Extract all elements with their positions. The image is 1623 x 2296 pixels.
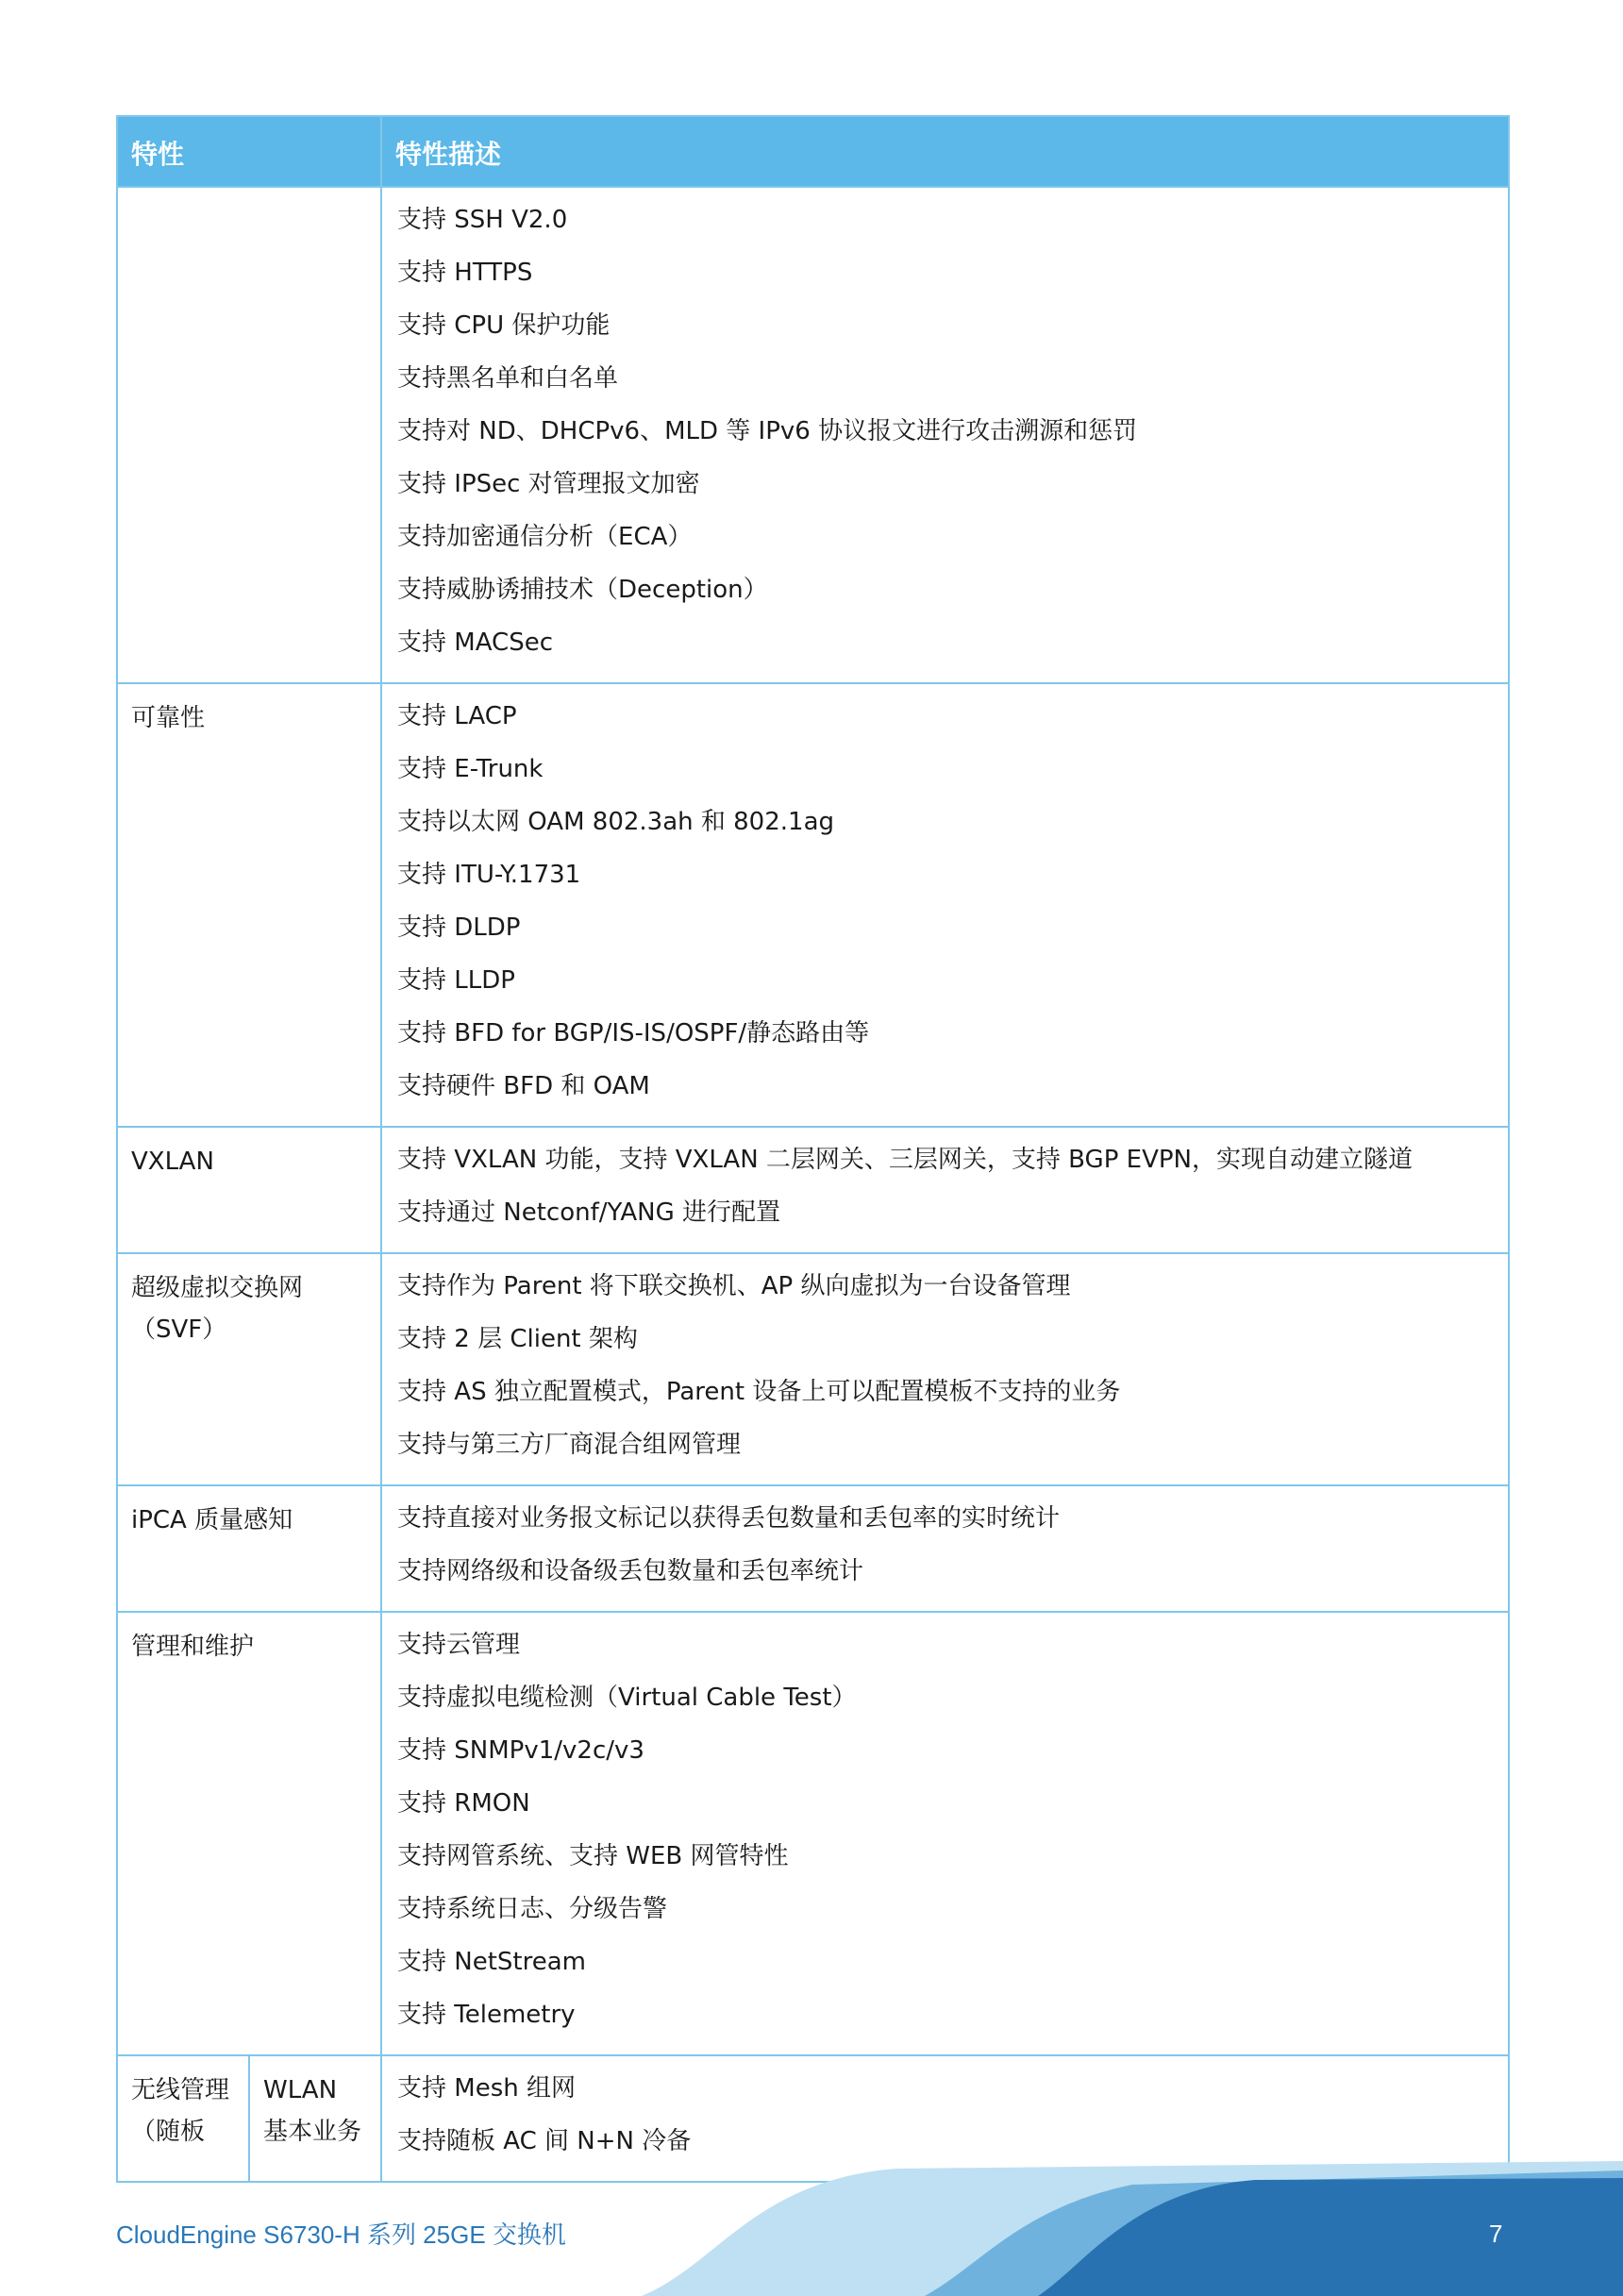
description-item: 支持 AS 独立配置模式，Parent 设备上可以配置模板不支持的业务 — [397, 1378, 1121, 1406]
description-cell-reliability — [381, 683, 1509, 1127]
description-cell-svf — [381, 1253, 1509, 1485]
feature-cell-svf — [117, 1253, 381, 1485]
description-item: 支持对 ND、DHCPv6、MLD 等 IPv6 协议报文进行攻击溯源和惩罚 — [397, 417, 1138, 445]
description-item: 支持加密通信分析（ECA） — [397, 523, 693, 551]
feature-cell-reliability: 可靠性 — [117, 683, 381, 1127]
description-item: 支持 LACP — [397, 702, 517, 730]
description-item: 支持 NetStream — [397, 1948, 586, 1976]
description-item: 支持通过 Netconf/YANG 进行配置 — [397, 1198, 781, 1227]
description-cell-management — [381, 1612, 1509, 2055]
description-item: 支持作为 Parent 将下联交换机、AP 纵向虚拟为一台设备管理 — [397, 1272, 1071, 1300]
feature-cell-security — [117, 187, 381, 683]
description-item: 支持随板 AC 间 N+N 冷备 — [397, 2127, 692, 2155]
description-item: 支持 DLDP — [397, 913, 521, 942]
table-row-reliability — [117, 683, 1509, 1127]
description-item: 支持 LLDP — [397, 966, 515, 995]
feature-cell-ipca: iPCA 质量感知 — [117, 1485, 381, 1612]
table-row-svf — [117, 1253, 1509, 1485]
description-item: 支持 IPSec 对管理报文加密 — [397, 470, 700, 498]
description-item: 支持 VXLAN 功能，支持 VXLAN 二层网关、三层网关，支持 BGP EVPN，实现自动建立隧道 — [397, 1146, 1413, 1174]
description-item: 支持 MACSec — [397, 628, 553, 657]
description-item: 支持硬件 BFD 和 OAM — [397, 1072, 650, 1100]
description-item: 支持 ITU-Y.1731 — [397, 861, 581, 889]
table-header-row — [117, 116, 1509, 187]
description-item: 支持 Telemetry — [397, 2001, 576, 2029]
description-item: 支持 E-Trunk — [397, 755, 544, 783]
feature-label-line: 无线管理 — [131, 2076, 230, 2104]
description-item: 支持威胁诱捕技术（Deception） — [397, 576, 768, 604]
description-item: 支持 CPU 保护功能 — [397, 311, 611, 340]
description-item: 支持 HTTPS — [397, 259, 533, 287]
description-item: 支持直接对业务报文标记以获得丢包数量和丢包率的实时统计 — [397, 1504, 1061, 1533]
description-item: 支持 RMON — [397, 1789, 530, 1818]
description-item: 支持系统日志、分级告警 — [397, 1895, 668, 1923]
description-item: 支持 2 层 Client 架构 — [397, 1325, 638, 1353]
description-item: 支持以太网 OAM 802.3ah 和 802.1ag — [397, 808, 835, 836]
sub-feature-label-line: WLAN — [263, 2076, 338, 2104]
feature-cell-management: 管理和维护 — [117, 1612, 381, 2055]
description-cell-ipca — [381, 1485, 1509, 1612]
description-item: 支持与第三方厂商混合组网管理 — [397, 1431, 742, 1459]
feature-label-line: （SVF） — [131, 1316, 227, 1344]
header-description: 特性描述 — [381, 116, 1509, 187]
sub-feature-label-line: 基本业务 — [263, 2118, 362, 2146]
table-row-security — [117, 187, 1509, 683]
feature-label-line: 超级虚拟交换网 — [131, 1274, 304, 1302]
feature-cell-vxlan: VXLAN — [117, 1127, 381, 1253]
description-item: 支持 SSH V2.0 — [397, 206, 568, 234]
description-item: 支持云管理 — [397, 1631, 521, 1659]
description-item: 支持网络级和设备级丢包数量和丢包率统计 — [397, 1557, 864, 1585]
header-feature: 特性 — [117, 116, 381, 187]
description-cell-security — [381, 187, 1509, 683]
description-item: 支持虚拟电缆检测（Virtual Cable Test） — [397, 1684, 857, 1712]
footer-document-title: CloudEngine S6730-H 系列 25GE 交换机 — [116, 2221, 566, 2249]
feature-spec-table — [116, 115, 1510, 2183]
description-item: 支持网管系统、支持 WEB 网管特性 — [397, 1842, 789, 1870]
table-row-vxlan — [117, 1127, 1509, 1253]
description-item: 支持 SNMPv1/v2c/v3 — [397, 1736, 644, 1765]
description-cell-vxlan — [381, 1127, 1509, 1253]
page-number: 7 — [1489, 2220, 1503, 2248]
description-item: 支持 Mesh 组网 — [397, 2074, 576, 2103]
description-item: 支持黑名单和白名单 — [397, 364, 619, 393]
table-row-management — [117, 1612, 1509, 2055]
table-row-ipca — [117, 1485, 1509, 1612]
description-item: 支持 BFD for BGP/IS-IS/OSPF/静态路由等 — [397, 1019, 870, 1047]
feature-label-line: （随板 — [131, 2118, 206, 2146]
